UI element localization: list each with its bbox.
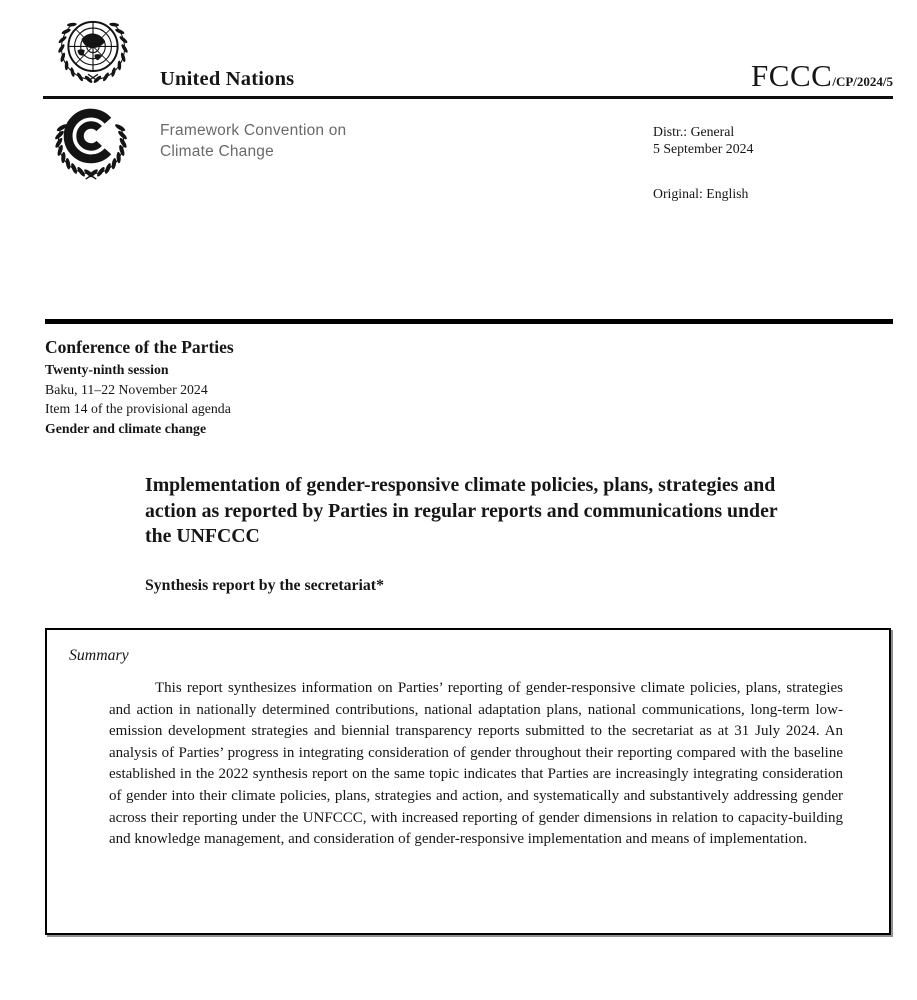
distribution-block [653,123,753,202]
org-wordmark-line1: Framework Convention on [160,122,347,139]
document-title: Implementation of gender-responsive climate policies, plans, strategies and action as reported by Parties in regular reports and communications under the UNFCCC [145,474,778,547]
summary-box [45,628,891,935]
unfccc-logo-icon [46,99,136,187]
body-name: Conference of the Parties [45,337,234,357]
original-language: Original: English [653,186,749,201]
org-wordmark-line2: Climate Change [160,143,274,160]
summary-heading: Summary [69,647,129,664]
summary-body: This report synthesizes information on Parties’ reporting of gender-responsive climate policies, plans, strategies and action in nationally determined contributions, national adaptation plans, national communications, long-term low-emission development strategies and biennial transparency reports submitted to the secretariat as at 31 July 2024. An analysis of Parties’ progress in integrating consideration of gender throughout their reporting compared with the baseline established in the 2022 synthesis report on the same topic indicates that Parties are increasingly integrating consideration of gender into their climate policies, plans, strategies and action, and systematically and substantively addressing gender across their reporting under the UNFCCC, with increased reporting of gender dimensions in relation to capacity-building and knowledge management, and consideration of gender-responsive implementation and means of implementation. [109,680,843,848]
un-name: United Nations [160,68,295,90]
header-rule [43,96,893,99]
document-subtitle: Synthesis report by the secretariat* [145,577,384,594]
un-emblem-icon [52,11,134,95]
distr-line: Distr.: General [653,124,735,139]
document-symbol-main: FCCC [751,58,833,93]
session-venue-dates: Baku, 11–22 November 2024 [45,381,208,397]
agenda-topic: Gender and climate change [45,420,207,436]
section-rule [45,319,893,324]
document-symbol [751,58,893,94]
distr-date: 5 September 2024 [653,141,754,156]
document-symbol-suffix: /CP/2024/5 [832,74,893,89]
session-number: Twenty-ninth session [45,362,169,377]
agenda-item: Item 14 of the provisional agenda [45,401,231,416]
session-block [45,336,234,438]
org-wordmark [160,120,346,162]
